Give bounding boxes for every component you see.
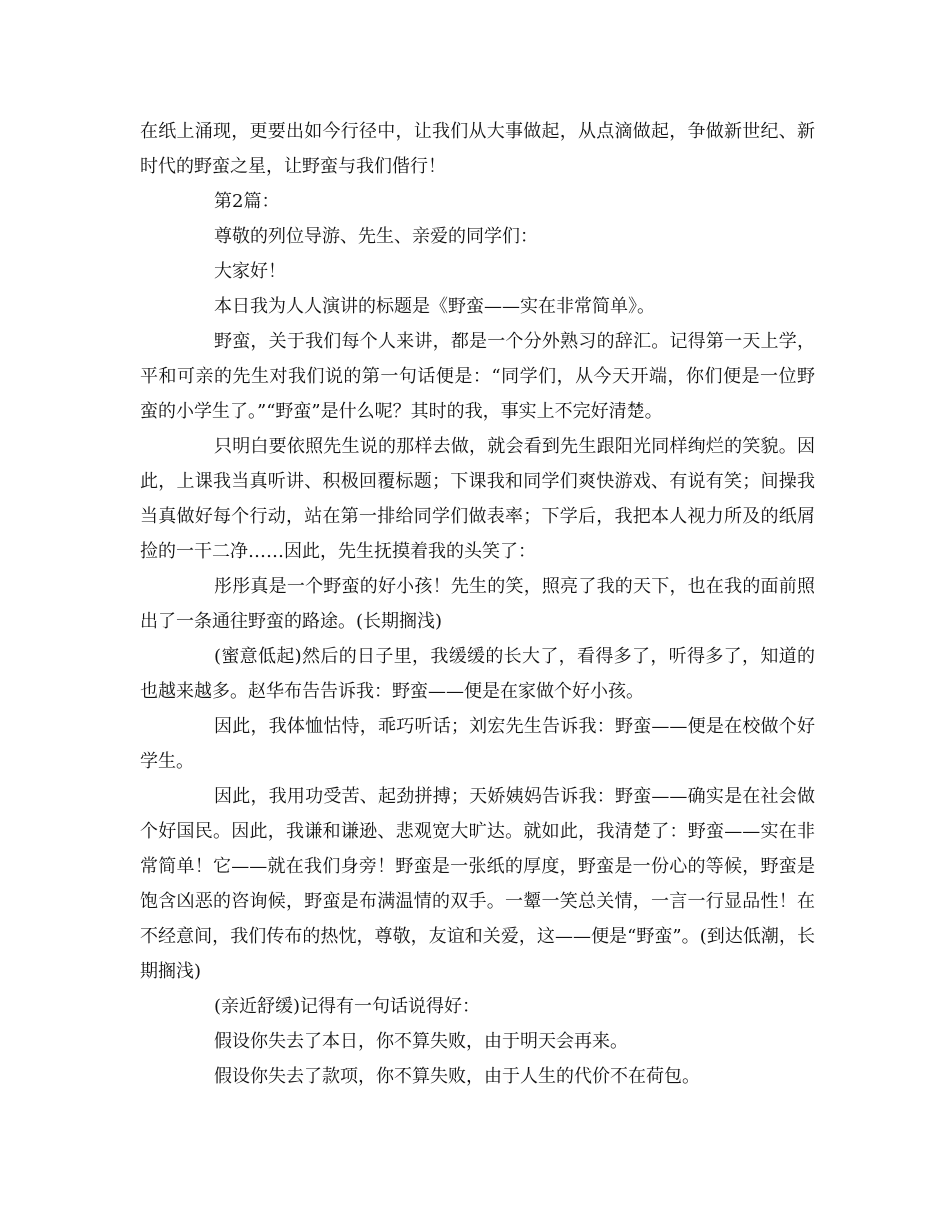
salutation: 尊敬的列位导游、先生、亲爱的同学们： xyxy=(214,226,538,247)
paragraph: 野蛮，关于我们每个人来讲，都是一个分外熟习的辞汇。记得第一天上学，平和可亲的先生对我们说的第一句话便是：“同学们，从今天开端，你们便是一位野蛮的小学生了。”“野蛮”是什么呢？其时的我，事实上不完好清楚。 xyxy=(140,331,815,422)
paragraph: 彤彤真是一个野蛮的好小孩！先生的笑，照亮了我的天下，也在我的面前照出了一条通往野蛮的路途。(长期搁浅) xyxy=(140,576,815,632)
paragraph: 只明白要依照先生说的那样去做，就会看到先生跟阳光同样绚烂的笑貌。因此，上课我当真听讲、积极回覆标题；下课我和同学们爽快游戏、有说有笑；间操我当真做好每个行动，站在第一排给同学们做表率；下学后，我把本人视力所及的纸屑捡的一干二净……因此，先生抚摸着我的头笑了： xyxy=(140,436,815,562)
document-page xyxy=(140,114,815,1094)
paragraph: (亲近舒缓)记得有一句话说得好： xyxy=(214,996,481,1017)
paragraph: 因此，我体恤怙恃，乖巧听话；刘宏先生告诉我：野蛮——便是在校做个好学生。 xyxy=(140,716,815,772)
paragraph: 在纸上涌现，更要出如今行径中，让我们从大事做起，从点滴做起，争做新世纪、新时代的野蛮之星，让野蛮与我们偕行！ xyxy=(140,121,815,177)
paragraph: 假设你失去了款项，你不算失败，由于人生的代价不在荷包。 xyxy=(214,1066,700,1087)
paragraph: (蜜意低起)然后的日子里，我缓缓的长大了，看得多了，听得多了，知道的也越来越多。赵华布告告诉我：野蛮——便是在家做个好小孩。 xyxy=(140,646,815,702)
section-heading: 第2篇： xyxy=(214,191,280,212)
paragraph: 假设你失去了本日，你不算失败，由于明天会再来。 xyxy=(214,1031,628,1052)
greeting: 大家好！ xyxy=(214,261,286,282)
paragraph: 因此，我用功受苦、起劲拼搏；天娇姨妈告诉我：野蛮——确实是在社会做个好国民。因此，我谦和谦逊、悲观宽大旷达。就如此，我清楚了：野蛮——实在非常简单！它——就在我们身旁！野蛮是一张纸的厚度，野蛮是一份心的等候，野蛮是饱含凶恶的咨询候，野蛮是布满温情的双手。一颦一笑总关情，一言一行显品性！在不经意间，我们传布的热忱，尊敬，友谊和关爱，这——便是“野蛮”。(到达低潮，长期搁浅) xyxy=(140,786,815,982)
speech-title-line: 本日我为人人演讲的标题是《野蛮——实在非常简单》。 xyxy=(214,296,655,317)
